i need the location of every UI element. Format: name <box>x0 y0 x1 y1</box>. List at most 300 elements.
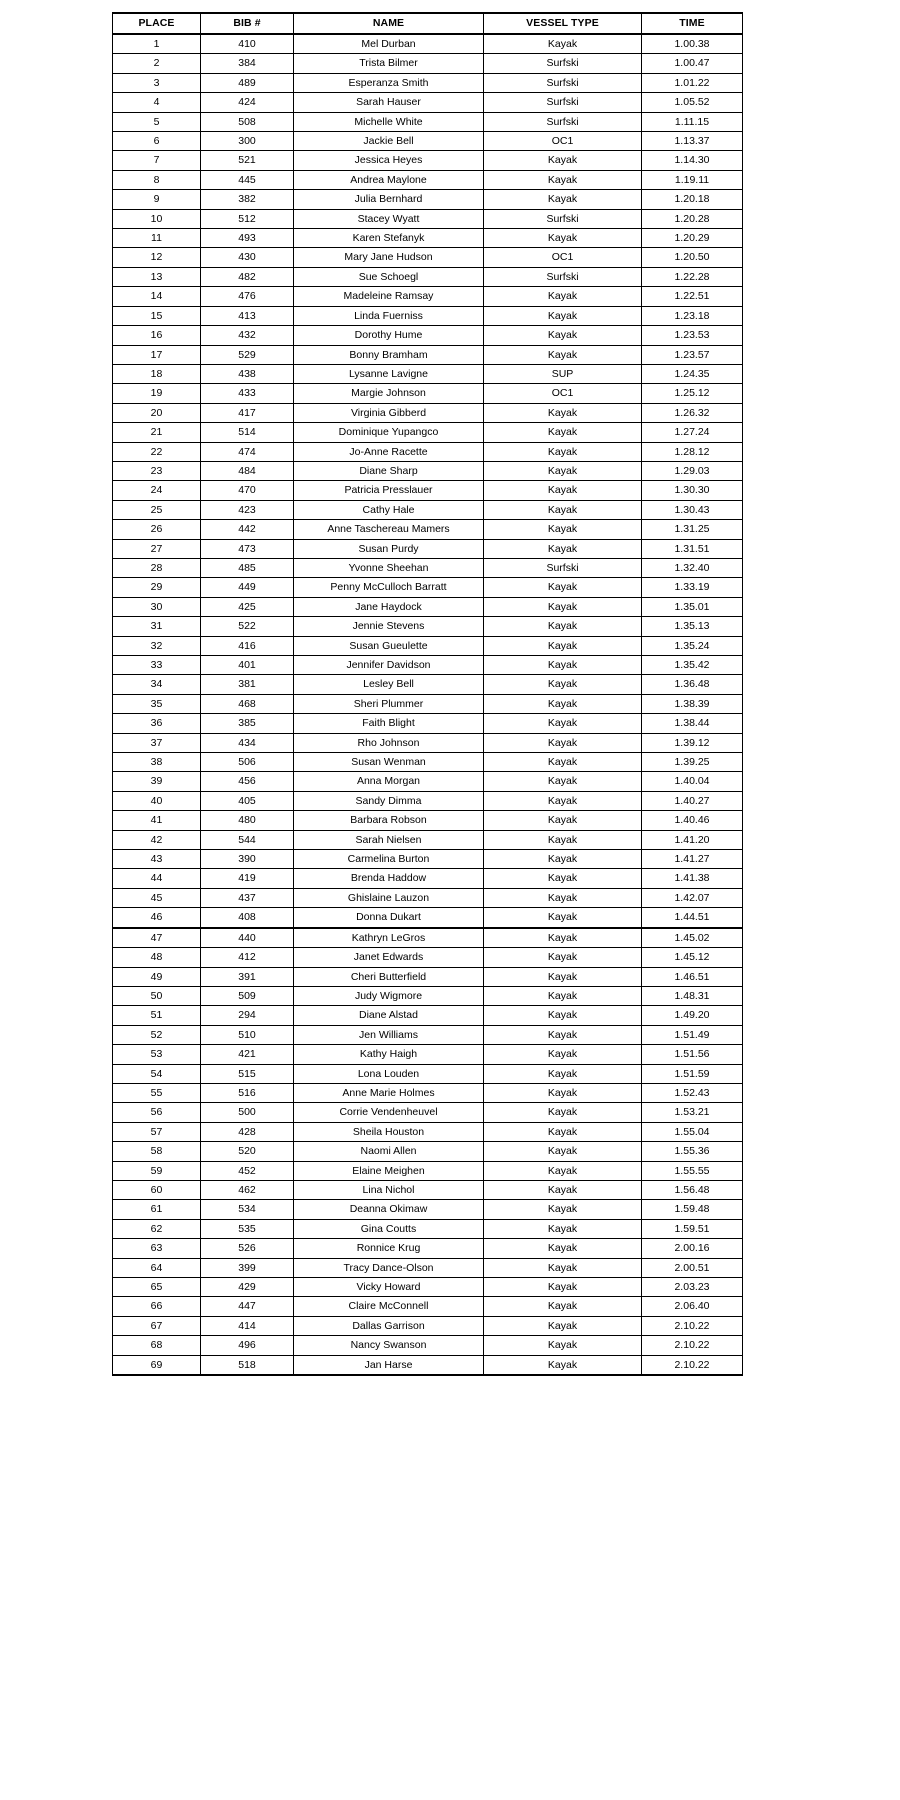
table-row <box>113 520 743 539</box>
column-header-time: TIME <box>642 13 743 34</box>
bib-cell: 515 <box>201 1064 294 1083</box>
table-row <box>113 248 743 267</box>
place-cell: 44 <box>113 869 201 888</box>
table-row <box>113 500 743 519</box>
table-row <box>113 772 743 791</box>
vessel-cell: Kayak <box>484 1064 642 1083</box>
time-cell: 1.38.44 <box>642 714 743 733</box>
vessel-cell: Kayak <box>484 500 642 519</box>
place-cell: 38 <box>113 753 201 772</box>
vessel-cell: Kayak <box>484 1297 642 1316</box>
name-cell: Michelle White <box>294 112 484 131</box>
table-row <box>113 287 743 306</box>
place-cell: 5 <box>113 112 201 131</box>
time-cell: 1.22.28 <box>642 267 743 286</box>
place-cell: 7 <box>113 151 201 170</box>
name-cell: Lina Nichol <box>294 1180 484 1199</box>
place-cell: 56 <box>113 1103 201 1122</box>
table-row <box>113 694 743 713</box>
vessel-cell: Kayak <box>484 306 642 325</box>
place-cell: 23 <box>113 461 201 480</box>
name-cell: Dorothy Hume <box>294 326 484 345</box>
vessel-cell: Kayak <box>484 1355 642 1375</box>
bib-cell: 416 <box>201 636 294 655</box>
name-cell: Gina Coutts <box>294 1219 484 1238</box>
vessel-cell: Kayak <box>484 753 642 772</box>
vessel-cell: Kayak <box>484 928 642 948</box>
table-row <box>113 1297 743 1316</box>
place-cell: 51 <box>113 1006 201 1025</box>
place-cell: 65 <box>113 1278 201 1297</box>
time-cell: 1.44.51 <box>642 908 743 928</box>
time-cell: 2.10.22 <box>642 1336 743 1355</box>
vessel-cell: Kayak <box>484 403 642 422</box>
bib-cell: 468 <box>201 694 294 713</box>
place-cell: 45 <box>113 888 201 907</box>
place-cell: 57 <box>113 1122 201 1141</box>
name-cell: Lesley Bell <box>294 675 484 694</box>
bib-cell: 414 <box>201 1316 294 1335</box>
column-header-vessel: VESSEL TYPE <box>484 13 642 34</box>
time-cell: 1.39.12 <box>642 733 743 752</box>
time-cell: 1.28.12 <box>642 442 743 461</box>
name-cell: Cathy Hale <box>294 500 484 519</box>
table-row <box>113 170 743 189</box>
name-cell: Margie Johnson <box>294 384 484 403</box>
name-cell: Judy Wigmore <box>294 986 484 1005</box>
time-cell: 1.46.51 <box>642 967 743 986</box>
place-cell: 33 <box>113 656 201 675</box>
name-cell: Janet Edwards <box>294 948 484 967</box>
table-row <box>113 656 743 675</box>
place-cell: 3 <box>113 73 201 92</box>
name-cell: Yvonne Sheehan <box>294 558 484 577</box>
name-cell: Corrie Vendenheuvel <box>294 1103 484 1122</box>
name-cell: Sheri Plummer <box>294 694 484 713</box>
bib-cell: 442 <box>201 520 294 539</box>
name-cell: Penny McCulloch Barratt <box>294 578 484 597</box>
time-cell: 1.59.48 <box>642 1200 743 1219</box>
place-cell: 40 <box>113 791 201 810</box>
time-cell: 1.23.57 <box>642 345 743 364</box>
place-cell: 60 <box>113 1180 201 1199</box>
name-cell: Brenda Haddow <box>294 869 484 888</box>
name-cell: Diane Alstad <box>294 1006 484 1025</box>
vessel-cell: Kayak <box>484 791 642 810</box>
place-cell: 35 <box>113 694 201 713</box>
vessel-cell: Kayak <box>484 986 642 1005</box>
place-cell: 58 <box>113 1142 201 1161</box>
bib-cell: 390 <box>201 850 294 869</box>
table-row <box>113 151 743 170</box>
place-cell: 14 <box>113 287 201 306</box>
vessel-cell: OC1 <box>484 384 642 403</box>
name-cell: Andrea Maylone <box>294 170 484 189</box>
name-cell: Stacey Wyatt <box>294 209 484 228</box>
table-row <box>113 306 743 325</box>
name-cell: Mary Jane Hudson <box>294 248 484 267</box>
place-cell: 64 <box>113 1258 201 1277</box>
time-cell: 1.05.52 <box>642 93 743 112</box>
place-cell: 1 <box>113 34 201 54</box>
bib-cell: 500 <box>201 1103 294 1122</box>
place-cell: 59 <box>113 1161 201 1180</box>
vessel-cell: Kayak <box>484 714 642 733</box>
name-cell: Sheila Houston <box>294 1122 484 1141</box>
place-cell: 25 <box>113 500 201 519</box>
time-cell: 1.29.03 <box>642 461 743 480</box>
name-cell: Sarah Hauser <box>294 93 484 112</box>
vessel-cell: Kayak <box>484 345 642 364</box>
bib-cell: 480 <box>201 811 294 830</box>
bib-cell: 456 <box>201 772 294 791</box>
time-cell: 1.00.47 <box>642 54 743 73</box>
time-cell: 1.01.22 <box>642 73 743 92</box>
name-cell: Kathy Haigh <box>294 1045 484 1064</box>
bib-cell: 385 <box>201 714 294 733</box>
time-cell: 1.35.01 <box>642 597 743 616</box>
place-cell: 6 <box>113 132 201 151</box>
table-row <box>113 384 743 403</box>
time-cell: 1.00.38 <box>642 34 743 54</box>
time-cell: 2.00.51 <box>642 1258 743 1277</box>
time-cell: 1.23.18 <box>642 306 743 325</box>
vessel-cell: Kayak <box>484 1219 642 1238</box>
bib-cell: 410 <box>201 34 294 54</box>
place-cell: 13 <box>113 267 201 286</box>
bib-cell: 413 <box>201 306 294 325</box>
vessel-cell: Kayak <box>484 1200 642 1219</box>
time-cell: 1.56.48 <box>642 1180 743 1199</box>
place-cell: 42 <box>113 830 201 849</box>
vessel-cell: Kayak <box>484 1122 642 1141</box>
name-cell: Faith Blight <box>294 714 484 733</box>
place-cell: 30 <box>113 597 201 616</box>
time-cell: 1.52.43 <box>642 1083 743 1102</box>
bib-cell: 544 <box>201 830 294 849</box>
bib-cell: 428 <box>201 1122 294 1141</box>
vessel-cell: Kayak <box>484 967 642 986</box>
time-cell: 1.14.30 <box>642 151 743 170</box>
vessel-cell: Kayak <box>484 1161 642 1180</box>
vessel-cell: Kayak <box>484 617 642 636</box>
bib-cell: 521 <box>201 151 294 170</box>
table-row <box>113 578 743 597</box>
name-cell: Deanna Okimaw <box>294 1200 484 1219</box>
place-cell: 62 <box>113 1219 201 1238</box>
time-cell: 1.20.18 <box>642 190 743 209</box>
table-row <box>113 1355 743 1375</box>
bib-cell: 529 <box>201 345 294 364</box>
table-row <box>113 811 743 830</box>
name-cell: Bonny Bramham <box>294 345 484 364</box>
vessel-cell: Surfski <box>484 558 642 577</box>
place-cell: 22 <box>113 442 201 461</box>
place-cell: 47 <box>113 928 201 948</box>
time-cell: 1.27.24 <box>642 423 743 442</box>
vessel-cell: Kayak <box>484 1258 642 1277</box>
place-cell: 67 <box>113 1316 201 1335</box>
place-cell: 20 <box>113 403 201 422</box>
time-cell: 1.45.02 <box>642 928 743 948</box>
time-cell: 1.25.12 <box>642 384 743 403</box>
vessel-cell: Kayak <box>484 1180 642 1199</box>
bib-cell: 518 <box>201 1355 294 1375</box>
table-row <box>113 190 743 209</box>
name-cell: Rho Johnson <box>294 733 484 752</box>
vessel-cell: Kayak <box>484 675 642 694</box>
table-row <box>113 345 743 364</box>
vessel-cell: Kayak <box>484 151 642 170</box>
vessel-cell: Kayak <box>484 850 642 869</box>
time-cell: 1.42.07 <box>642 888 743 907</box>
name-cell: Virginia Gibberd <box>294 403 484 422</box>
table-row <box>113 1336 743 1355</box>
table-row <box>113 442 743 461</box>
time-cell: 1.39.25 <box>642 753 743 772</box>
bib-cell: 512 <box>201 209 294 228</box>
place-cell: 24 <box>113 481 201 500</box>
bib-cell: 470 <box>201 481 294 500</box>
place-cell: 27 <box>113 539 201 558</box>
vessel-cell: Kayak <box>484 908 642 928</box>
bib-cell: 489 <box>201 73 294 92</box>
bib-cell: 508 <box>201 112 294 131</box>
place-cell: 52 <box>113 1025 201 1044</box>
table-row <box>113 326 743 345</box>
table-row <box>113 54 743 73</box>
place-cell: 31 <box>113 617 201 636</box>
name-cell: Jo-Anne Racette <box>294 442 484 461</box>
vessel-cell: Kayak <box>484 1025 642 1044</box>
time-cell: 1.59.51 <box>642 1219 743 1238</box>
place-cell: 9 <box>113 190 201 209</box>
name-cell: Sarah Nielsen <box>294 830 484 849</box>
bib-cell: 535 <box>201 1219 294 1238</box>
place-cell: 61 <box>113 1200 201 1219</box>
place-cell: 26 <box>113 520 201 539</box>
bib-cell: 509 <box>201 986 294 1005</box>
table-row <box>113 1161 743 1180</box>
bib-cell: 510 <box>201 1025 294 1044</box>
vessel-cell: Kayak <box>484 733 642 752</box>
name-cell: Carmelina Burton <box>294 850 484 869</box>
name-cell: Jennie Stevens <box>294 617 484 636</box>
name-cell: Elaine Meighen <box>294 1161 484 1180</box>
table-row <box>113 267 743 286</box>
column-header-bib: BIB # <box>201 13 294 34</box>
bib-cell: 474 <box>201 442 294 461</box>
vessel-cell: Surfski <box>484 73 642 92</box>
name-cell: Karen Stefanyk <box>294 229 484 248</box>
results-table-wrapper <box>112 12 742 1376</box>
table-row <box>113 1025 743 1044</box>
place-cell: 29 <box>113 578 201 597</box>
vessel-cell: Kayak <box>484 869 642 888</box>
bib-cell: 424 <box>201 93 294 112</box>
bib-cell: 496 <box>201 1336 294 1355</box>
table-row <box>113 753 743 772</box>
place-cell: 2 <box>113 54 201 73</box>
vessel-cell: Kayak <box>484 772 642 791</box>
place-cell: 37 <box>113 733 201 752</box>
table-row <box>113 597 743 616</box>
bib-cell: 425 <box>201 597 294 616</box>
place-cell: 19 <box>113 384 201 403</box>
time-cell: 1.22.51 <box>642 287 743 306</box>
vessel-cell: Kayak <box>484 287 642 306</box>
place-cell: 15 <box>113 306 201 325</box>
bib-cell: 452 <box>201 1161 294 1180</box>
table-row <box>113 675 743 694</box>
table-row <box>113 888 743 907</box>
place-cell: 11 <box>113 229 201 248</box>
table-row <box>113 1045 743 1064</box>
place-cell: 39 <box>113 772 201 791</box>
place-cell: 69 <box>113 1355 201 1375</box>
bib-cell: 522 <box>201 617 294 636</box>
time-cell: 1.55.04 <box>642 1122 743 1141</box>
table-row <box>113 714 743 733</box>
vessel-cell: Kayak <box>484 1083 642 1102</box>
name-cell: Susan Wenman <box>294 753 484 772</box>
bib-cell: 294 <box>201 1006 294 1025</box>
vessel-cell: Kayak <box>484 597 642 616</box>
place-cell: 54 <box>113 1064 201 1083</box>
bib-cell: 419 <box>201 869 294 888</box>
table-row <box>113 986 743 1005</box>
vessel-cell: Kayak <box>484 1045 642 1064</box>
name-cell: Lysanne Lavigne <box>294 364 484 383</box>
time-cell: 1.41.38 <box>642 869 743 888</box>
time-cell: 1.20.28 <box>642 209 743 228</box>
table-row <box>113 1006 743 1025</box>
time-cell: 1.19.11 <box>642 170 743 189</box>
name-cell: Jennifer Davidson <box>294 656 484 675</box>
bib-cell: 399 <box>201 1258 294 1277</box>
bib-cell: 449 <box>201 578 294 597</box>
time-cell: 1.30.43 <box>642 500 743 519</box>
time-cell: 1.55.36 <box>642 1142 743 1161</box>
bib-cell: 434 <box>201 733 294 752</box>
vessel-cell: Surfski <box>484 209 642 228</box>
table-row <box>113 1200 743 1219</box>
name-cell: Trista Bilmer <box>294 54 484 73</box>
bib-cell: 408 <box>201 908 294 928</box>
time-cell: 1.35.42 <box>642 656 743 675</box>
name-cell: Jackie Bell <box>294 132 484 151</box>
time-cell: 2.10.22 <box>642 1316 743 1335</box>
name-cell: Susan Purdy <box>294 539 484 558</box>
place-cell: 43 <box>113 850 201 869</box>
name-cell: Mel Durban <box>294 34 484 54</box>
time-cell: 1.53.21 <box>642 1103 743 1122</box>
bib-cell: 437 <box>201 888 294 907</box>
time-cell: 1.20.29 <box>642 229 743 248</box>
bib-cell: 405 <box>201 791 294 810</box>
bib-cell: 526 <box>201 1239 294 1258</box>
place-cell: 68 <box>113 1336 201 1355</box>
table-row <box>113 112 743 131</box>
name-cell: Patricia Presslauer <box>294 481 484 500</box>
name-cell: Kathryn LeGros <box>294 928 484 948</box>
place-cell: 32 <box>113 636 201 655</box>
place-cell: 53 <box>113 1045 201 1064</box>
table-row <box>113 636 743 655</box>
bib-cell: 506 <box>201 753 294 772</box>
vessel-cell: Kayak <box>484 481 642 500</box>
bib-cell: 445 <box>201 170 294 189</box>
vessel-cell: Kayak <box>484 190 642 209</box>
vessel-cell: Kayak <box>484 888 642 907</box>
table-row <box>113 93 743 112</box>
name-cell: Susan Gueulette <box>294 636 484 655</box>
time-cell: 1.32.40 <box>642 558 743 577</box>
name-cell: Sue Schoegl <box>294 267 484 286</box>
vessel-cell: Kayak <box>484 539 642 558</box>
time-cell: 1.35.13 <box>642 617 743 636</box>
name-cell: Jan Harse <box>294 1355 484 1375</box>
time-cell: 1.13.37 <box>642 132 743 151</box>
table-row <box>113 1278 743 1297</box>
vessel-cell: OC1 <box>484 248 642 267</box>
table-row <box>113 908 743 928</box>
bib-cell: 473 <box>201 539 294 558</box>
vessel-cell: Kayak <box>484 578 642 597</box>
vessel-cell: Kayak <box>484 1103 642 1122</box>
table-header <box>113 13 743 34</box>
table-row <box>113 209 743 228</box>
name-cell: Jessica Heyes <box>294 151 484 170</box>
bib-cell: 433 <box>201 384 294 403</box>
name-cell: Diane Sharp <box>294 461 484 480</box>
name-cell: Dominique Yupangco <box>294 423 484 442</box>
vessel-cell: Kayak <box>484 830 642 849</box>
time-cell: 1.51.56 <box>642 1045 743 1064</box>
column-header-place: PLACE <box>113 13 201 34</box>
vessel-cell: Kayak <box>484 1239 642 1258</box>
header-row <box>113 13 743 34</box>
place-cell: 50 <box>113 986 201 1005</box>
bib-cell: 401 <box>201 656 294 675</box>
name-cell: Jen Williams <box>294 1025 484 1044</box>
name-cell: Julia Bernhard <box>294 190 484 209</box>
name-cell: Naomi Allen <box>294 1142 484 1161</box>
time-cell: 1.38.39 <box>642 694 743 713</box>
time-cell: 1.49.20 <box>642 1006 743 1025</box>
name-cell: Ghislaine Lauzon <box>294 888 484 907</box>
time-cell: 1.41.27 <box>642 850 743 869</box>
bib-cell: 432 <box>201 326 294 345</box>
vessel-cell: Kayak <box>484 423 642 442</box>
vessel-cell: Kayak <box>484 656 642 675</box>
time-cell: 1.24.35 <box>642 364 743 383</box>
bib-cell: 391 <box>201 967 294 986</box>
table-row <box>113 791 743 810</box>
time-cell: 2.06.40 <box>642 1297 743 1316</box>
place-cell: 49 <box>113 967 201 986</box>
vessel-cell: OC1 <box>484 132 642 151</box>
vessel-cell: Surfski <box>484 54 642 73</box>
name-cell: Linda Fuerniss <box>294 306 484 325</box>
bib-cell: 429 <box>201 1278 294 1297</box>
vessel-cell: Kayak <box>484 948 642 967</box>
vessel-cell: SUP <box>484 364 642 383</box>
vessel-cell: Kayak <box>484 442 642 461</box>
name-cell: Lona Louden <box>294 1064 484 1083</box>
time-cell: 1.31.51 <box>642 539 743 558</box>
table-row <box>113 558 743 577</box>
